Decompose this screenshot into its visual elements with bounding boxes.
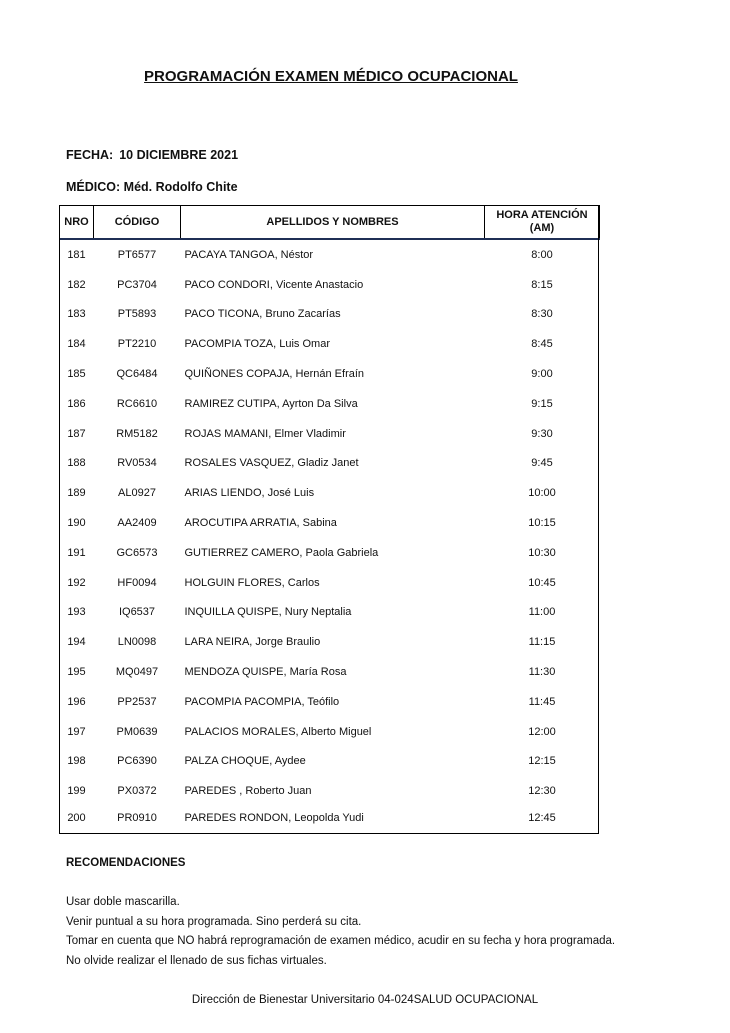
table-row [60,329,600,359]
medico-value: Méd. Rodolfo Chite [123,180,238,194]
cell-codigo: PC6390 [117,755,157,768]
cell-nro: 189 [67,487,86,500]
cell-nombre: PAREDES , Roberto Juan [184,785,312,798]
cell-nro: 198 [67,755,86,768]
page-title: PROGRAMACIÓN EXAMEN MÉDICO OCUPACIONAL [144,68,518,85]
table-row [60,239,600,270]
recomendaciones-list [66,893,615,971]
schedule-table [59,205,600,834]
cell-nro: 199 [67,785,86,798]
fecha-value: 10 DICIEMBRE 2021 [119,148,239,162]
cell-hora: 9:30 [531,427,553,440]
table-header-row [60,206,600,240]
cell-hora: 9:00 [531,368,553,381]
cell-nombre: PACAYA TANGOA, Néstor [184,248,314,261]
cell-codigo: PP2537 [117,695,157,708]
cell-nro: 200 [67,812,86,825]
recomendaciones-title: RECOMENDACIONES [66,857,186,869]
table-row [60,419,600,449]
table-row [60,449,600,479]
cell-nombre: PACOMPIA PACOMPIA, Teófilo [184,695,340,708]
cell-codigo: LN0098 [117,636,157,649]
cell-codigo: AA2409 [117,517,157,530]
cell-codigo: RM5182 [116,427,158,440]
cell-nombre: ROSALES VASQUEZ, Gladiz Janet [184,457,359,470]
cell-nombre: PACOMPIA TOZA, Luis Omar [184,338,330,351]
cell-nombre: PAREDES RONDON, Leopolda Yudi [184,812,364,825]
fecha-line [66,148,238,162]
cell-hora: 10:00 [528,487,556,500]
header-hora-line2: (AM) [529,222,555,234]
cell-hora: 8:45 [531,338,553,351]
cell-codigo: RC6610 [116,397,158,410]
footer [0,994,730,1006]
cell-nro: 181 [67,248,86,261]
table-row [60,270,600,300]
cell-nro: 187 [67,427,86,440]
cell-hora: 10:30 [528,546,556,559]
table-row [60,389,600,419]
cell-codigo: AL0927 [118,487,156,500]
cell-nro: 188 [67,457,86,470]
table-row [60,806,600,834]
recomendacion-item: Tomar en cuenta que NO habrá reprogramación de examen médico, acudir en su fecha y hora programada. [66,935,616,947]
cell-nombre: ROJAS MAMANI, Elmer Vladimir [184,427,346,440]
table-row [60,747,600,777]
cell-codigo: PR0910 [117,812,157,825]
cell-hora: 11:00 [528,606,556,619]
cell-nro: 192 [67,576,86,589]
cell-hora: 9:15 [531,397,553,410]
cell-hora: 12:15 [528,755,556,768]
cell-codigo: RV0534 [117,457,157,470]
cell-codigo: HF0094 [117,576,157,589]
cell-nombre: PACO TICONA, Bruno Zacarías [184,308,341,321]
cell-hora: 10:45 [528,576,556,589]
cell-hora: 8:00 [531,248,553,261]
cell-nro: 197 [67,725,86,738]
table-row [60,687,600,717]
cell-nro: 193 [67,606,86,619]
table-row [60,508,600,538]
cell-nro: 183 [67,308,86,321]
cell-nro: 191 [67,546,86,559]
page-title-container [0,68,730,85]
cell-nombre: RAMIREZ CUTIPA, Ayrton Da Silva [184,397,358,410]
cell-nro: 185 [67,368,86,381]
fecha-label: FECHA: [66,148,114,162]
cell-codigo: PT6577 [117,248,157,261]
cell-nombre: PALACIOS MORALES, Alberto Miguel [184,725,372,738]
table-row [60,300,600,330]
table-row [60,657,600,687]
cell-codigo: PT5893 [117,308,157,321]
table-row [60,538,600,568]
footer-text: Dirección de Bienestar Universitario 04-024SALUD OCUPACIONAL [191,994,539,1006]
cell-codigo: QC6484 [116,368,158,381]
table-row [60,359,600,389]
recomendacion-item: Usar doble mascarilla. [66,896,180,908]
table-row [60,598,600,628]
cell-nombre: HOLGUIN FLORES, Carlos [184,576,320,589]
recomendacion-item: No olvide realizar el llenado de sus fichas virtuales. [66,954,327,967]
cell-codigo: IQ6537 [118,606,156,619]
cell-codigo: GC6573 [116,546,158,559]
header-nro: NRO [60,206,94,240]
cell-nombre: PACO CONDORI, Vicente Anastacio [184,278,364,291]
cell-codigo: MQ0497 [115,666,159,679]
cell-nro: 186 [67,397,86,410]
header-hora [485,206,600,240]
table-row [60,568,600,598]
header-codigo: CÓDIGO [94,206,181,240]
cell-nro: 190 [67,517,86,530]
cell-nro: 194 [67,636,86,649]
cell-hora: 8:15 [531,278,553,291]
cell-nombre: INQUILLA QUISPE, Nury Neptalia [184,606,352,619]
cell-hora: 12:30 [528,785,556,798]
cell-hora: 9:45 [531,457,553,470]
table-row [60,478,600,508]
cell-nro: 195 [67,666,86,679]
cell-nombre: GUTIERREZ CAMERO, Paola Gabriela [184,546,379,559]
cell-nombre: QUIÑONES COPAJA, Hernán Efraín [184,368,365,381]
cell-nombre: AROCUTIPA ARRATIA, Sabina [184,517,337,530]
cell-hora: 12:45 [528,812,556,825]
cell-nombre: LARA NEIRA, Jorge Braulio [184,636,321,649]
cell-codigo: PC3704 [117,278,157,291]
cell-nombre: PALZA CHOQUE, Aydee [184,755,306,768]
cell-hora: 11:30 [528,666,556,679]
header-nombres: APELLIDOS Y NOMBRES [181,206,485,240]
table-body [60,239,600,834]
cell-codigo: PT2210 [117,338,157,351]
cell-hora: 12:00 [528,725,556,738]
cell-nro: 196 [67,695,86,708]
cell-nro: 184 [67,338,86,351]
cell-codigo: PX0372 [117,785,157,798]
cell-hora: 10:15 [528,517,556,530]
recomendacion-item: Venir puntual a su hora programada. Sino perderá su cita. [66,915,362,928]
table-row [60,627,600,657]
cell-hora: 8:30 [531,308,553,321]
table-row [60,717,600,747]
medico-label: MÉDICO: [66,180,121,194]
cell-hora: 11:45 [528,695,556,708]
table-row [60,776,600,806]
cell-nombre: ARIAS LIENDO, José Luis [184,487,315,500]
cell-nombre: MENDOZA QUISPE, María Rosa [184,666,347,679]
header-hora-line1: HORA ATENCIÓN [496,209,588,221]
medico-line [66,180,238,194]
cell-nro: 182 [67,278,86,291]
cell-codigo: PM0639 [116,725,158,738]
cell-hora: 11:15 [528,636,556,649]
